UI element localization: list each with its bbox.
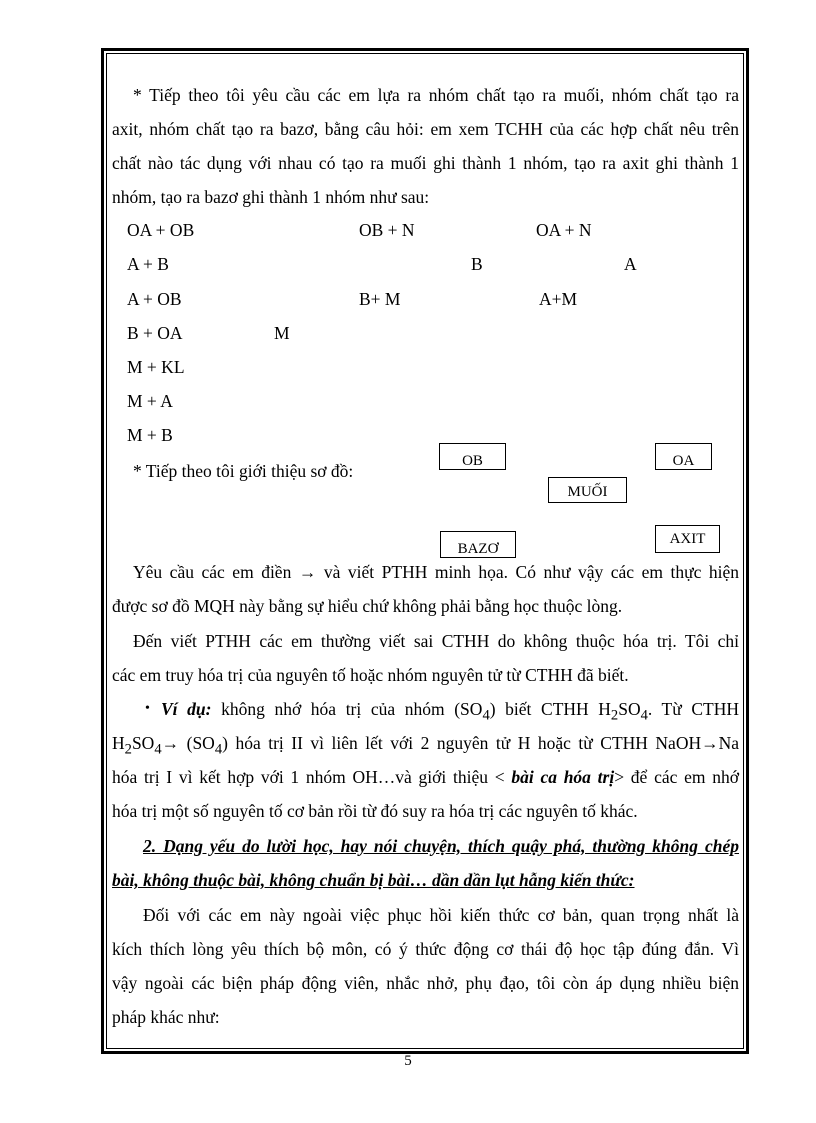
- para2-line2: được sơ đồ MQH này bằng sự hiểu chứ không phải bằng học thuộc lòng.: [112, 596, 623, 616]
- sub-2: 2: [610, 707, 619, 724]
- example-l1b: ) biết CTHH H: [489, 699, 611, 719]
- example-label: Ví dụ:: [161, 699, 212, 719]
- grid-r3-c1: A + OB: [127, 289, 182, 309]
- example-l2b: SO: [131, 733, 155, 753]
- example-l3c: > để các em nhớ: [614, 767, 739, 787]
- para3-line1: Đến viết PTHH các em thường viết sai CTHH do không thuộc hóa trị. Tôi chỉ: [133, 631, 739, 651]
- example-l1d: . Từ CTHH: [647, 699, 739, 719]
- example-l1c: SO: [618, 699, 641, 719]
- example-line4: hóa trị một số nguyên tố cơ bản rồi từ đó suy ra hóa trị các nguyên tố khác.: [112, 801, 638, 821]
- example-l2c: → (SO: [161, 733, 215, 753]
- grid-r3-c3: A+M: [539, 289, 578, 309]
- para4-line2: kích thích lòng yêu thích bộ môn, có ý thức động cơ thái độ học tập đúng đắn. Vì: [112, 939, 739, 959]
- grid-r7-c1: M + B: [127, 425, 173, 445]
- example-l1a: không nhớ hóa trị của nhóm (SO: [211, 699, 483, 719]
- grid-r1-c2: OB + N: [359, 220, 415, 240]
- diagram-box-ob: [439, 443, 506, 470]
- diagram-intro: * Tiếp theo tôi giới thiệu sơ đồ:: [133, 461, 354, 481]
- diagram-box-oa: [655, 443, 712, 470]
- para1-line3: chất nào tác dụng với nhau có tạo ra muối ghi thành 1 nhóm, tạo ra axit ghi thành 1: [112, 153, 739, 173]
- example-l3b: bài ca hóa trị: [511, 767, 615, 787]
- grid-r1-c1: OA + OB: [127, 220, 195, 240]
- grid-r4-c2: M: [274, 323, 290, 343]
- sub-4: 4: [214, 741, 223, 758]
- grid-r2-c2: B: [471, 254, 483, 274]
- diagram-box-muoi-label: MUỐI: [567, 484, 608, 500]
- grid-r4-c1: B + OA: [127, 323, 183, 343]
- para2-line1: Yêu cầu các em điền → và viết PTHH minh họa. Có như vậy các em thực hiện: [133, 562, 739, 582]
- grid-r6-c1: M + A: [127, 391, 173, 411]
- para1-line2: axit, nhóm chất tạo ra bazơ, bằng câu hỏi: em xem TCHH của các hợp chất nêu trên: [112, 119, 739, 139]
- example-l2d: ) hóa trị II vì liên lết với 2 nguyên tử H hoặc từ CTHH NaOH→Na: [222, 733, 739, 753]
- example-line3: [112, 760, 739, 794]
- diagram-box-axit-label: AXIT: [669, 531, 706, 547]
- para3-line2: các em truy hóa trị của nguyên tố hoặc nhóm nguyên tử từ CTHH đã biết.: [112, 665, 629, 685]
- grid-r3-c2: B+ M: [359, 289, 401, 309]
- diagram-box-oa-label: OA: [672, 453, 695, 469]
- diagram-box-muoi: [548, 477, 627, 503]
- sub-2: 2: [124, 741, 132, 758]
- grid-r5-c1: M + KL: [127, 357, 185, 377]
- section-heading-line1: 2. Dạng yếu do lười học, hay nói chuyện, thích quậy phá, thường không chép: [143, 836, 739, 856]
- example-bullet: •: [145, 701, 150, 716]
- para4-line3: vậy ngoài các biện pháp động viên, nhắc nhở, phụ đạo, tôi còn áp dụng nhiều biện: [112, 973, 739, 993]
- example-l3a: hóa trị I vì kết hợp với 1 nhóm OH…và giới thiệu <: [112, 767, 512, 787]
- example-l2a: H: [112, 733, 125, 753]
- para4-line4: pháp khác như:: [112, 1007, 220, 1027]
- diagram-box-bazo-label: BAZƠ: [457, 541, 499, 557]
- para1-line1: * Tiếp theo tôi yêu cầu các em lựa ra nhóm chất tạo ra muối, nhóm chất tạo ra: [133, 85, 739, 105]
- sub-4: 4: [154, 741, 162, 758]
- para4-line1: Đối với các em này ngoài việc phục hồi kiến thức cơ bản, quan trọng nhất là: [143, 905, 739, 925]
- para1-line4: nhóm, tạo ra bazơ ghi thành 1 nhóm như sau:: [112, 187, 430, 207]
- diagram-box-ob-label: OB: [462, 453, 483, 469]
- diagram-box-axit: [655, 525, 720, 553]
- sub-4: 4: [482, 707, 490, 724]
- grid-r2-c1: A + B: [127, 254, 169, 274]
- page-number: 5: [404, 1053, 412, 1069]
- grid-r2-c3: A: [624, 254, 637, 274]
- grid-r1-c3: OA + N: [536, 220, 592, 240]
- section-heading-line2: bài, không thuộc bài, không chuẩn bị bài… dần dần lụt hẫng kiến thức:: [112, 870, 635, 890]
- sub-4: 4: [640, 707, 648, 724]
- diagram-box-bazo: [440, 531, 516, 558]
